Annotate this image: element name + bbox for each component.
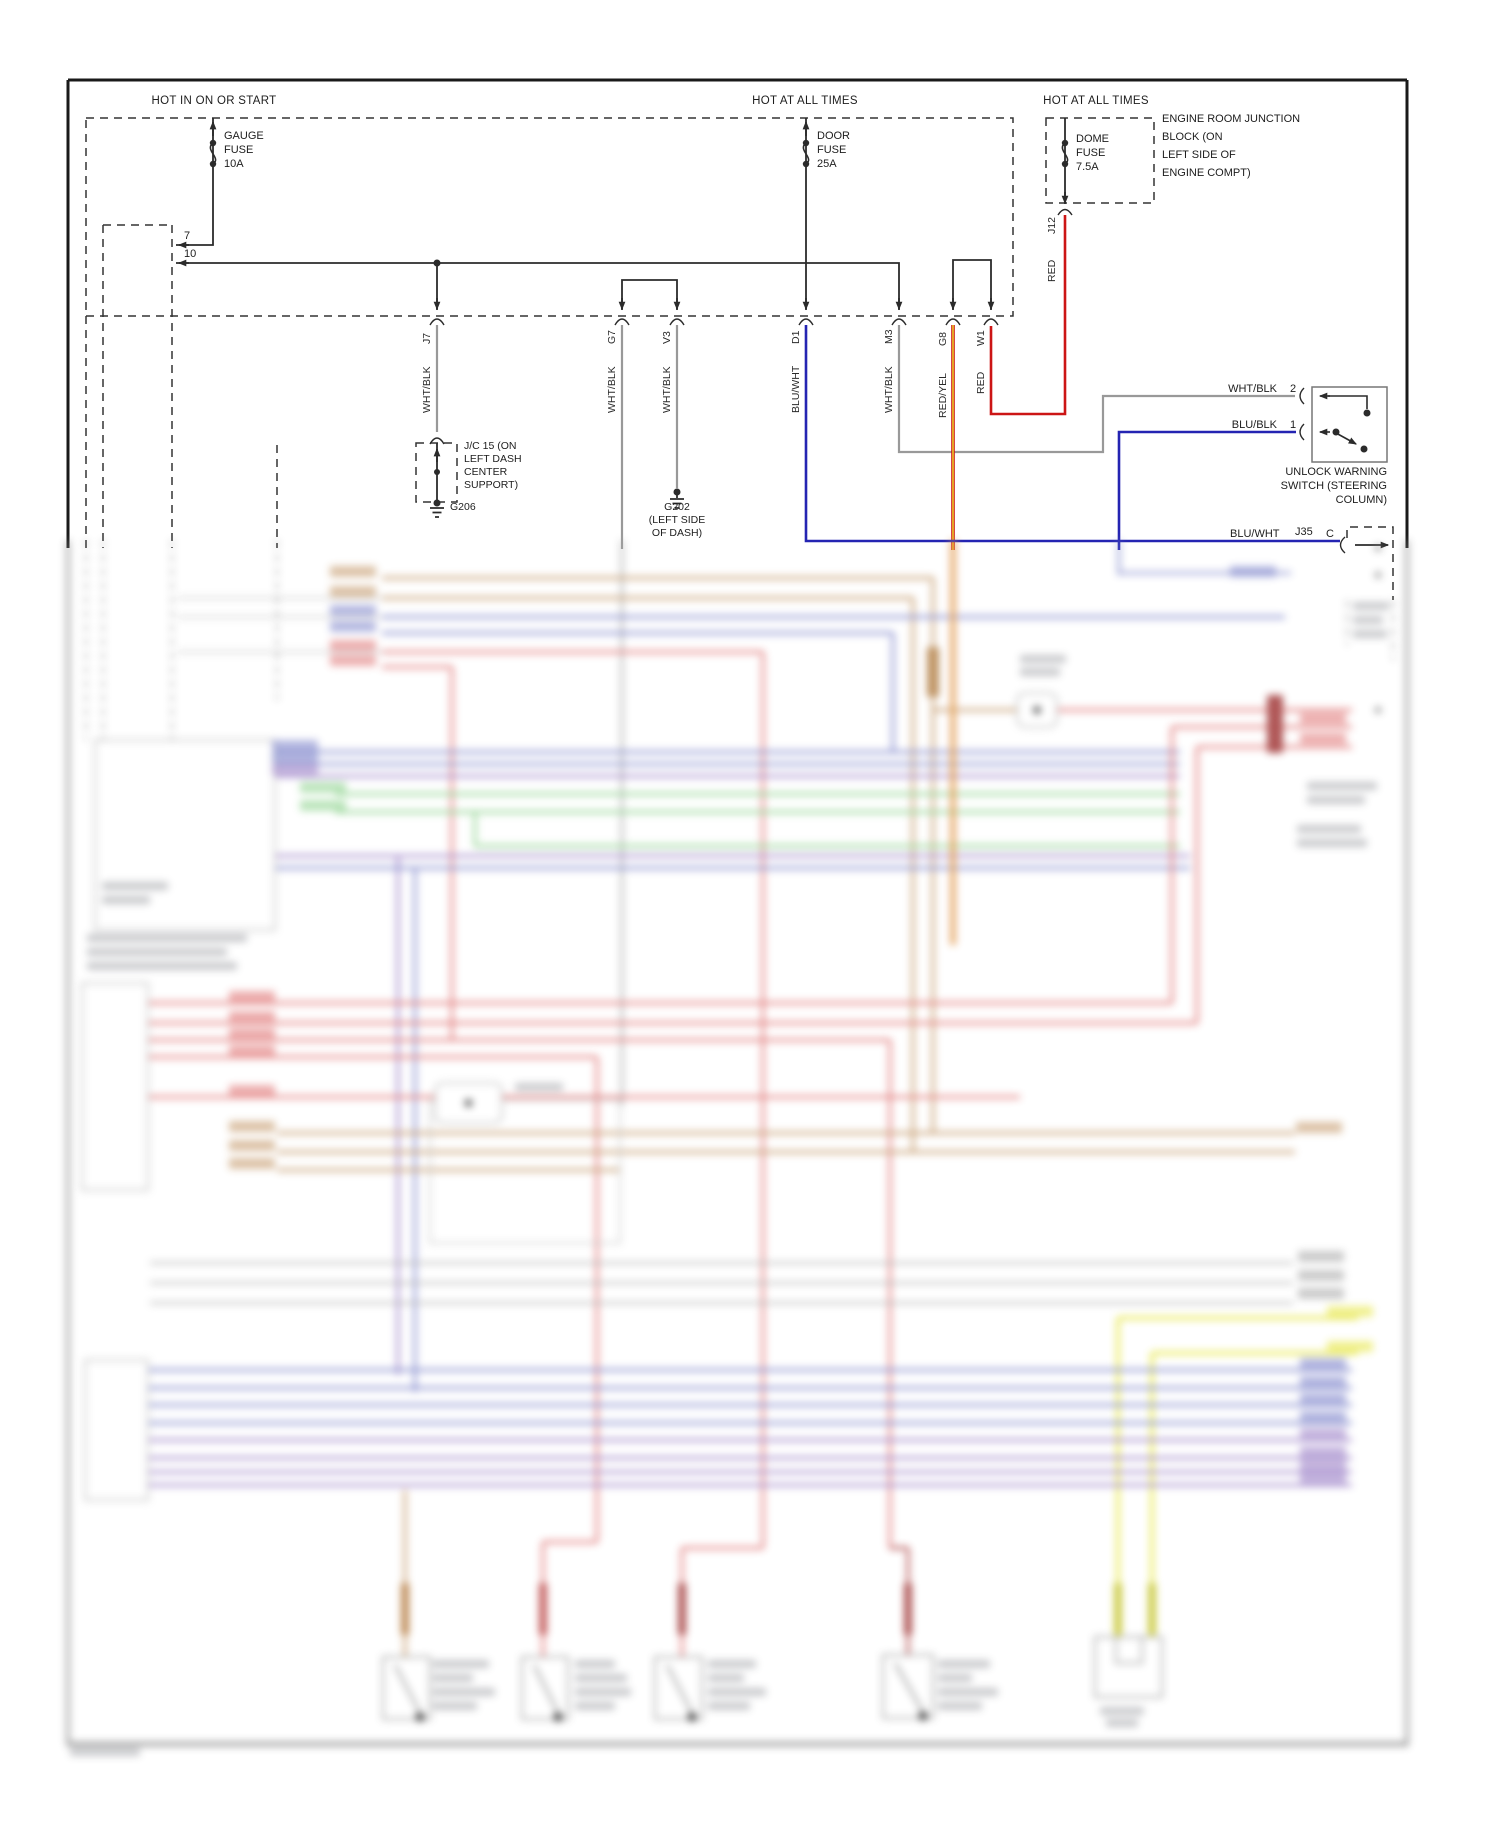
- blurred-wire-label: [229, 1121, 275, 1132]
- dome-fuse-type: FUSE: [1076, 147, 1106, 159]
- blurred-text-line: [708, 1702, 750, 1710]
- unlock-switch-name1: UNLOCK WARNING: [1285, 466, 1387, 478]
- blurred-text-line: [1297, 825, 1361, 833]
- gauge-fuse-rating: 10A: [224, 158, 244, 170]
- j35-code: J35: [1295, 526, 1313, 538]
- blurred-text-line: [1307, 782, 1377, 790]
- jc15-line1: J/C 15 (ON: [464, 440, 517, 452]
- blurred-text-line: [87, 948, 227, 956]
- rail-label-ignition: HOT IN ON OR START: [151, 95, 277, 107]
- blurred-text-line: [1297, 839, 1367, 847]
- blurred-wire-label: [1298, 1270, 1344, 1281]
- blurred-wire-label: [229, 1028, 275, 1039]
- dome-fuse-rating: 7.5A: [1076, 161, 1099, 173]
- jc15-line2: LEFT DASH: [464, 453, 522, 465]
- blurred-wire-label: [1300, 1393, 1346, 1404]
- gauge-fuse-type: FUSE: [224, 144, 254, 156]
- blurred-wire-label: [1300, 1473, 1346, 1484]
- blurred-text-line: [938, 1660, 990, 1668]
- pin-code-g7: G7: [606, 329, 618, 344]
- wire-color-g7: WHT/BLK: [606, 366, 618, 413]
- engine-room-jb-line3: LEFT SIDE OF: [1162, 149, 1236, 161]
- pin-number-7: 7: [184, 230, 191, 242]
- blurred-text-line: [938, 1674, 972, 1682]
- blurred-wire-label: [330, 621, 376, 632]
- blurred-wire-label: [1298, 1251, 1344, 1262]
- rail-label-battery-1: HOT AT ALL TIMES: [752, 95, 858, 107]
- blurred-text-line: [1353, 602, 1389, 610]
- wire-color-v3: WHT/BLK: [661, 366, 673, 413]
- door-fuse-name: DOOR: [817, 130, 850, 142]
- blurred-wire-label: [330, 605, 376, 616]
- ground-g202-label: G202: [664, 501, 690, 513]
- jc15-line4: SUPPORT): [464, 479, 519, 491]
- switch-pin1-wire: BLU/BLK: [1231, 419, 1277, 431]
- switch-pin1-number: 1: [1290, 419, 1297, 431]
- blurred-text-line: [708, 1674, 744, 1682]
- wire-color-m3: WHT/BLK: [883, 366, 895, 413]
- ground-g202-line2: (LEFT SIDE: [648, 514, 706, 526]
- blurred-text-line: [1020, 655, 1066, 663]
- pin-code-v3: V3: [661, 331, 673, 344]
- blurred-wire-label: [330, 655, 376, 666]
- door-fuse-rating: 25A: [817, 158, 837, 170]
- blurred-text-line: [1353, 630, 1387, 638]
- wire-color-w1: RED: [975, 371, 987, 394]
- blurred-wire-label: [272, 740, 318, 751]
- blurred-text-line: [87, 934, 247, 942]
- blurred-wire-label: [1296, 1122, 1342, 1133]
- switch-pin2-number: 2: [1290, 383, 1297, 395]
- blurred-text-line: [575, 1702, 615, 1710]
- blurred-wire-label: [1300, 1428, 1346, 1439]
- blurred-text-line: [938, 1688, 998, 1696]
- blurred-text-line: [433, 1702, 477, 1710]
- j35-wire-color: BLU/WHT: [1230, 528, 1280, 540]
- unlock-switch-name3: COLUMN): [1335, 494, 1387, 506]
- blurred-text-line: [1100, 1707, 1144, 1715]
- blurred-wire-label: [1300, 1460, 1346, 1471]
- blurred-wire-label: [330, 586, 376, 597]
- blurred-wire-label: [1300, 733, 1346, 744]
- blurred-wire-label: [300, 800, 346, 811]
- blurred-wire-label: [1300, 1411, 1346, 1422]
- pin-code-d1: D1: [790, 330, 802, 344]
- rail-label-battery-2: HOT AT ALL TIMES: [1043, 95, 1149, 107]
- blurred-text-line: [1020, 668, 1060, 676]
- blurred-text-line: [1353, 616, 1383, 624]
- wire-color-d1: BLU/WHT: [790, 365, 802, 413]
- blurred-text-line: [102, 882, 168, 890]
- blurred-wire-label: [1300, 1376, 1346, 1387]
- blurred-text-line: [1106, 1719, 1138, 1727]
- blurred-text-line: [70, 1748, 140, 1756]
- engine-room-jb-line4: ENGINE COMPT): [1162, 167, 1251, 179]
- blurred-text-line: [708, 1688, 766, 1696]
- blurred-text-line: [515, 1083, 563, 1091]
- blurred-text-line: [938, 1702, 982, 1710]
- blurred-wire-label: [1327, 1306, 1373, 1317]
- door-fuse-type: FUSE: [817, 144, 847, 156]
- blurred-wire-label: [1327, 1341, 1373, 1352]
- blurred-wire-label: [1230, 566, 1276, 577]
- engine-room-jb-line2: BLOCK (ON: [1162, 131, 1223, 143]
- gauge-fuse-name: GAUGE: [224, 130, 264, 142]
- engine-room-jb-line1: ENGINE ROOM JUNCTION: [1162, 113, 1301, 125]
- ground-g202-line3: OF DASH): [651, 527, 703, 539]
- blurred-text-line: [708, 1660, 756, 1668]
- pin-code-j12: J12: [1046, 217, 1058, 234]
- blurred-wire-label: [1300, 713, 1346, 724]
- blurred-wire-label: [1300, 1446, 1346, 1457]
- blurred-text-line: [575, 1688, 631, 1696]
- blurred-wire-label: [272, 764, 318, 775]
- j35-suffix: C: [1326, 528, 1334, 540]
- wire-color-g8: RED/YEL: [937, 373, 949, 418]
- switch-pin2-wire: WHT/BLK: [1228, 383, 1277, 395]
- blurred-text-line: [1307, 796, 1365, 804]
- pin-code-m3: M3: [883, 329, 895, 344]
- blurred-text-line: [575, 1674, 627, 1682]
- blurred-text-line: [102, 896, 150, 904]
- pin-code-g8: G8: [937, 331, 949, 346]
- blurred-wire-label: [330, 566, 376, 577]
- wire-color-j7: WHT/BLK: [421, 366, 433, 413]
- blurred-text-line: [433, 1674, 473, 1682]
- blurred-wire-label: [229, 991, 275, 1002]
- blurred-wire-label: [1298, 1288, 1344, 1299]
- blurred-wire-label: [229, 1158, 275, 1169]
- blurred-text-line: [433, 1660, 489, 1668]
- pin-code-w1: W1: [975, 330, 987, 346]
- blurred-wire-label: [300, 782, 346, 793]
- pin-number-10: 10: [184, 248, 197, 260]
- ground-g206-label: G206: [450, 501, 476, 513]
- blurred-text-line: [433, 1688, 495, 1696]
- blurred-wire-label: [229, 1045, 275, 1056]
- blurred-wire-label: [330, 640, 376, 651]
- blurred-text-line: [87, 962, 237, 970]
- blurred-text-line: [575, 1660, 615, 1668]
- jc15-line3: CENTER: [464, 466, 508, 478]
- wire-color-j12: RED: [1046, 259, 1058, 282]
- dome-fuse-name: DOME: [1076, 133, 1109, 145]
- blurred-wire-label: [272, 752, 318, 763]
- pin-code-j7: J7: [421, 332, 433, 344]
- blurred-wire-label: [1300, 1358, 1346, 1369]
- blurred-wire-label: [229, 1011, 275, 1022]
- blurred-wire-label: [229, 1085, 275, 1096]
- blurred-wire-label: [229, 1140, 275, 1151]
- unlock-switch-name2: SWITCH (STEERING: [1280, 480, 1387, 492]
